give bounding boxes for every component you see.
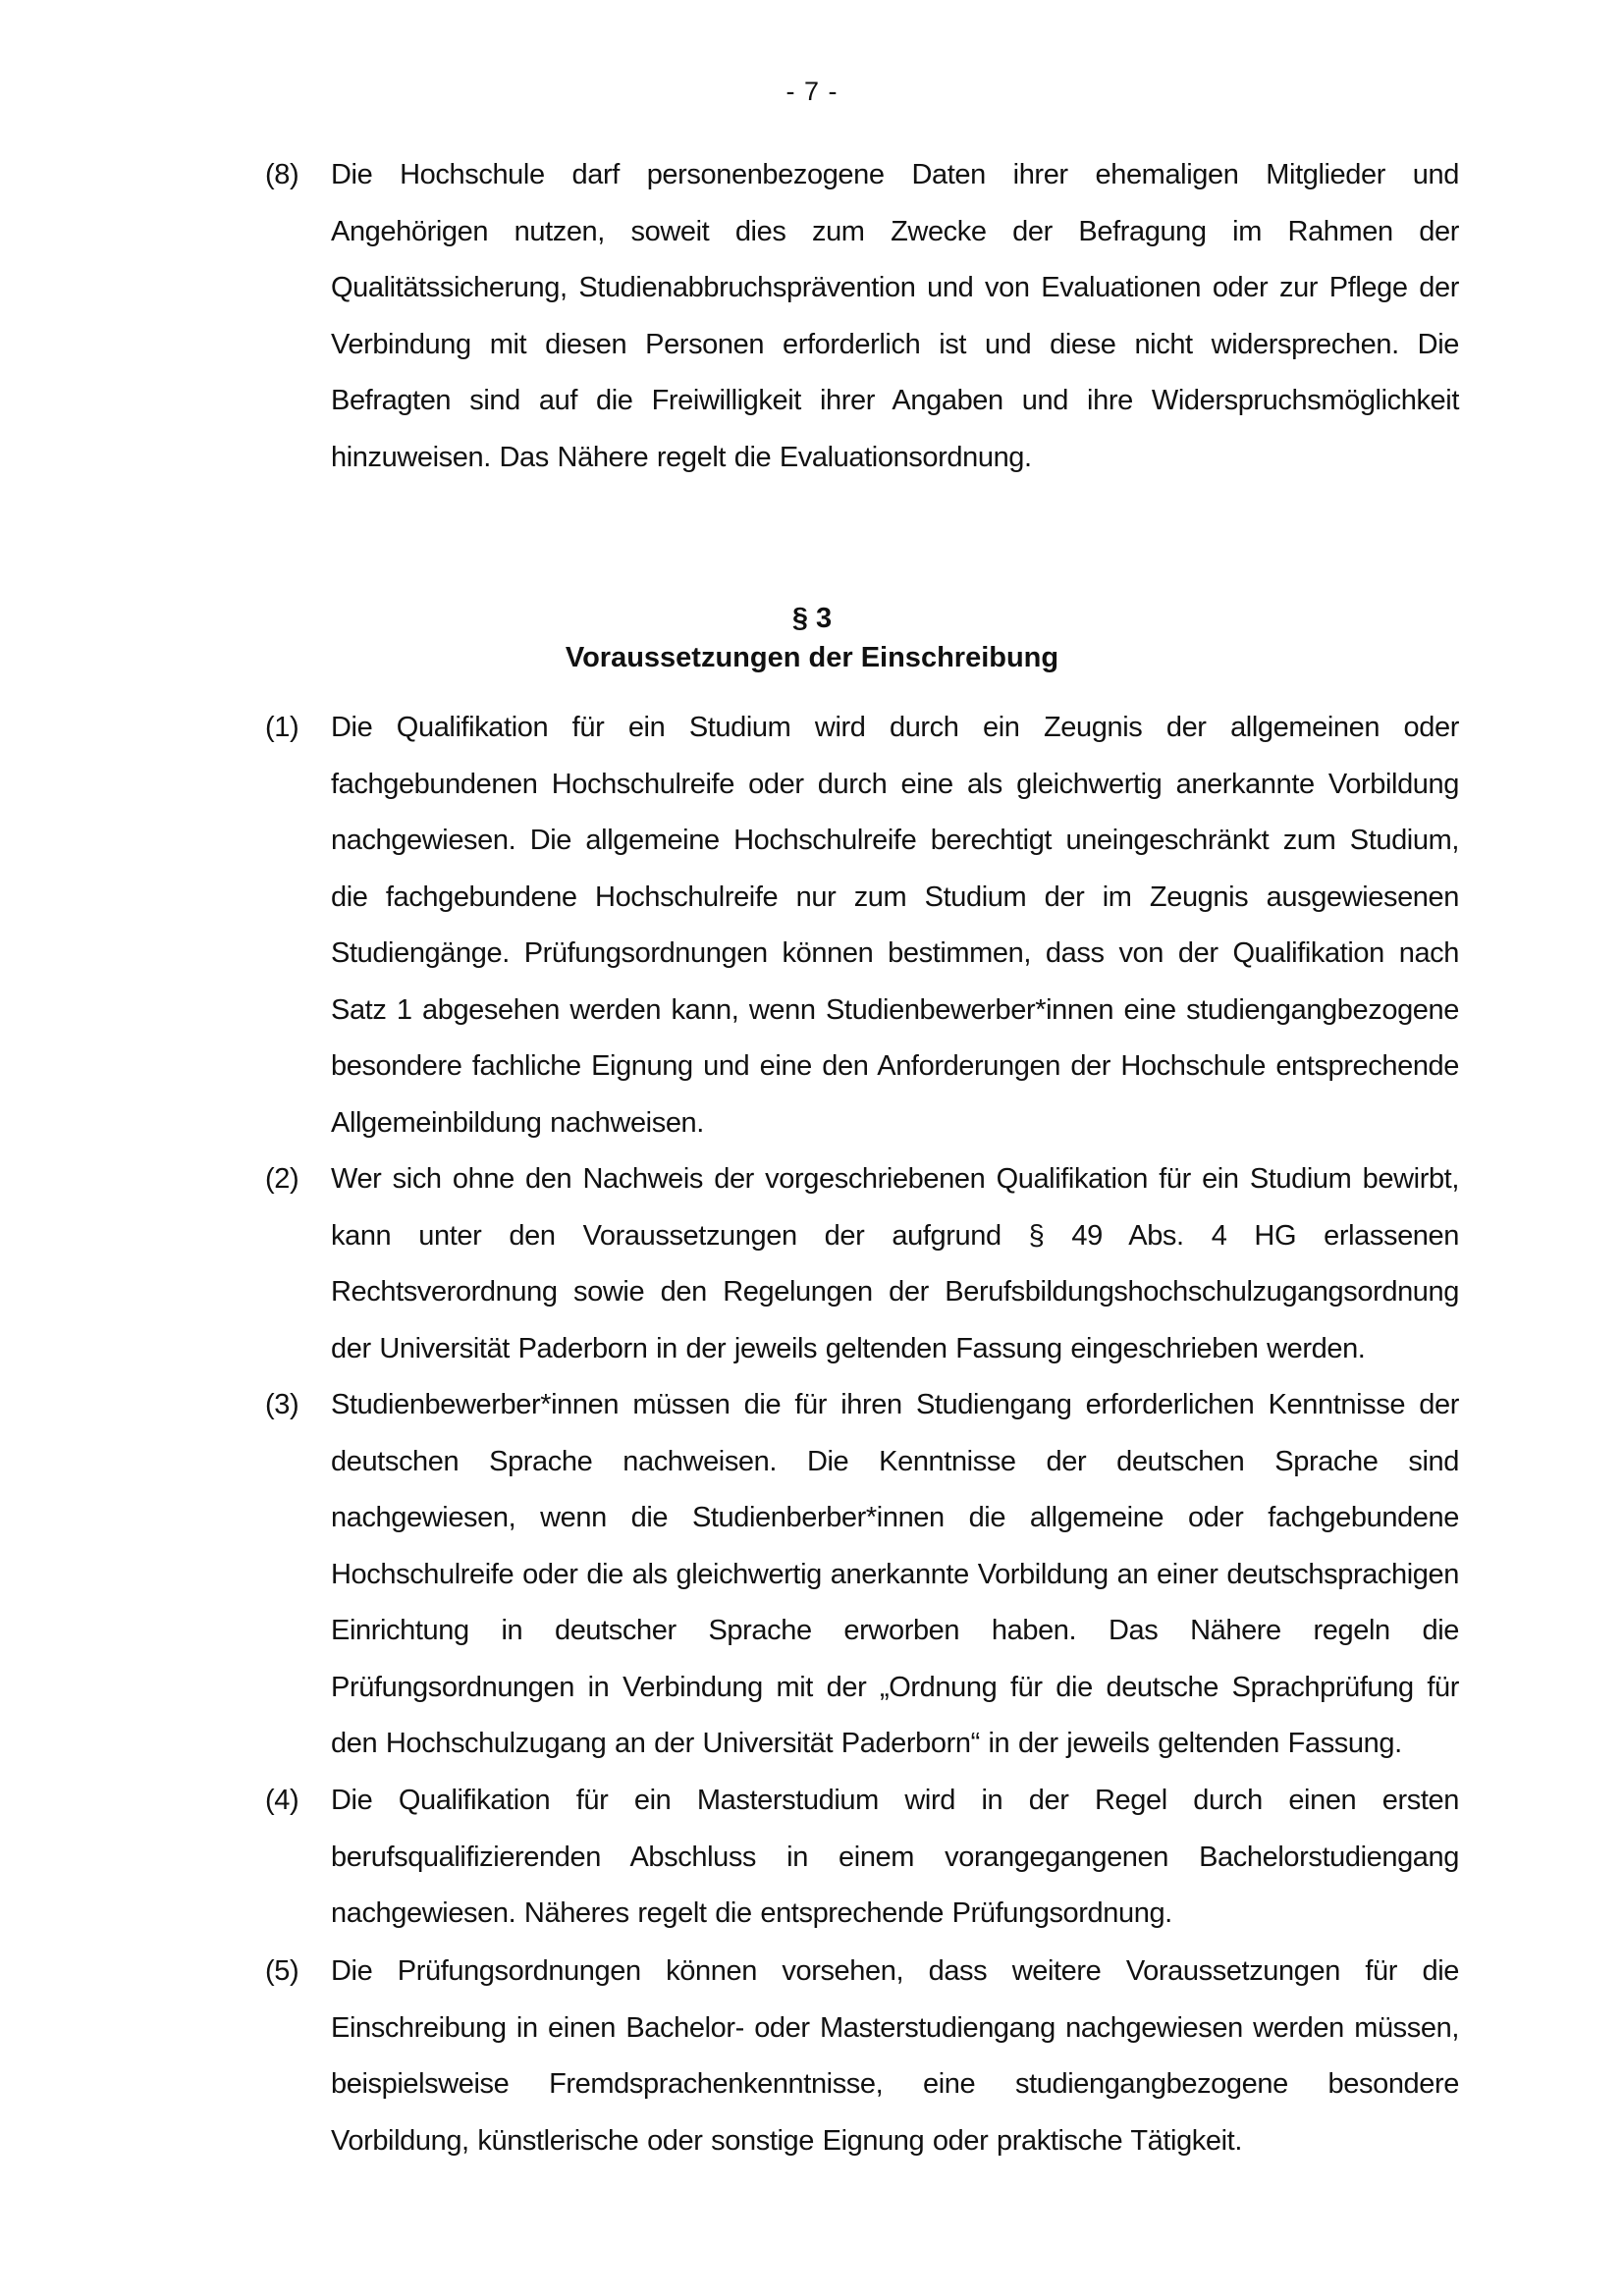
section-title: Voraussetzungen der Einschreibung [565,642,1059,673]
section-paragraph-3 [265,1377,1459,1773]
paragraph-text: Die Qualifikation für ein Studium wird durch ein Zeugnis der allgemeinen oder fachgebundenen Hochschulreife oder durch eine als gleichwertig anerkannte Vorbildung nachgewiesen. Die allgemeine Hochschulreife berechtigt uneingeschränkt zum Studium, die fachgebundene Hochschulreife nur zum Studium der im Zeugnis ausgewiesenen Studiengänge. Prüfungsordnungen können bestimmen, dass von der Qualifikation nach Satz 1 abgesehen werden kann, wenn Studienbewerber*innen eine studiengangbezogene besondere fachliche Eignung und eine den Anforderungen der Hochschule entsprechende Allgemeinbildung nachweisen. [331,712,1459,1139]
paragraph-text: Die Prüfungsordnungen können vorsehen, dass weitere Voraussetzungen für die Einschreibung in einen Bachelor- oder Masterstudiengang nachgewiesen werden müssen, beispielsweise Fremdsprachenkenntnisse, eine studiengangbezogene besondere Vorbildung, künstlerische oder sonstige Eignung oder praktische Tätigkeit. [331,1955,1459,2157]
paragraph-8 [265,147,1459,486]
paragraph-text: Die Qualifikation für ein Masterstudium wird in der Regel durch einen ersten berufsqualifizierenden Abschluss in einem vorangegangenen Bachelorstudiengang nachgewiesen. Näheres regelt die entsprechende Prüfungsordnung. [331,1785,1459,1929]
paragraph-text: Wer sich ohne den Nachweis der vorgeschriebenen Qualifikation für ein Studium bewirbt, kann unter den Voraussetzungen der aufgrund § 49 Abs. 4 HG erlassenen Rechtsverordnung sowie den Regelungen der Berufsbildungshochschulzugangsordnung der Universität Paderborn in der jeweils geltenden Fassung eingeschrieben werden. [331,1163,1459,1364]
section-symbol: § 3 [791,603,833,634]
paragraph-number: (1) [265,712,299,743]
paragraph-number: (8) [265,159,299,190]
paragraph-number: (4) [265,1785,299,1816]
paragraph-number: (3) [265,1389,299,1420]
paragraph-number: (5) [265,1955,299,1987]
section-paragraph-4 [265,1773,1459,1943]
section-paragraph-1 [265,700,1459,1151]
page-number: - 7 - [785,77,839,106]
paragraph-number: (2) [265,1163,299,1195]
paragraph-text: Die Hochschule darf personenbezogene Daten ihrer ehemaligen Mitglieder und Angehörigen nutzen, soweit dies zum Zwecke der Befragung im Rahmen der Qualitätssicherung, Studienabbruchsprävention und von Evaluationen oder zur Pflege der Verbindung mit diesen Personen erforderlich ist und diese nicht widersprechen. Die Befragten sind auf die Freiwilligkeit ihrer Angaben und ihre Widerspruchsmöglichkeit hinzuweisen. Das Nähere regelt die Evaluationsordnung. [331,159,1459,473]
section-paragraph-5 [265,1944,1459,2169]
section-paragraph-2 [265,1151,1459,1377]
paragraph-text: Studienbewerber*innen müssen die für ihren Studiengang erforderlichen Kenntnisse der deutschen Sprache nachweisen. Die Kenntnisse der deutschen Sprache sind nachgewiesen, wenn die Studienberber*innen die allgemeine oder fachgebundene Hochschulreife oder die als gleichwertig anerkannte Vorbildung an einer deutschsprachigen Einrichtung in deutscher Sprache erworben haben. Das Nähere regeln die Prüfungsordnungen in Verbindung mit der „Ordnung für die deutsche Sprachprüfung für den Hochschulzugang an der Universität Paderborn“ in der jeweils geltenden Fassung. [331,1389,1459,1759]
